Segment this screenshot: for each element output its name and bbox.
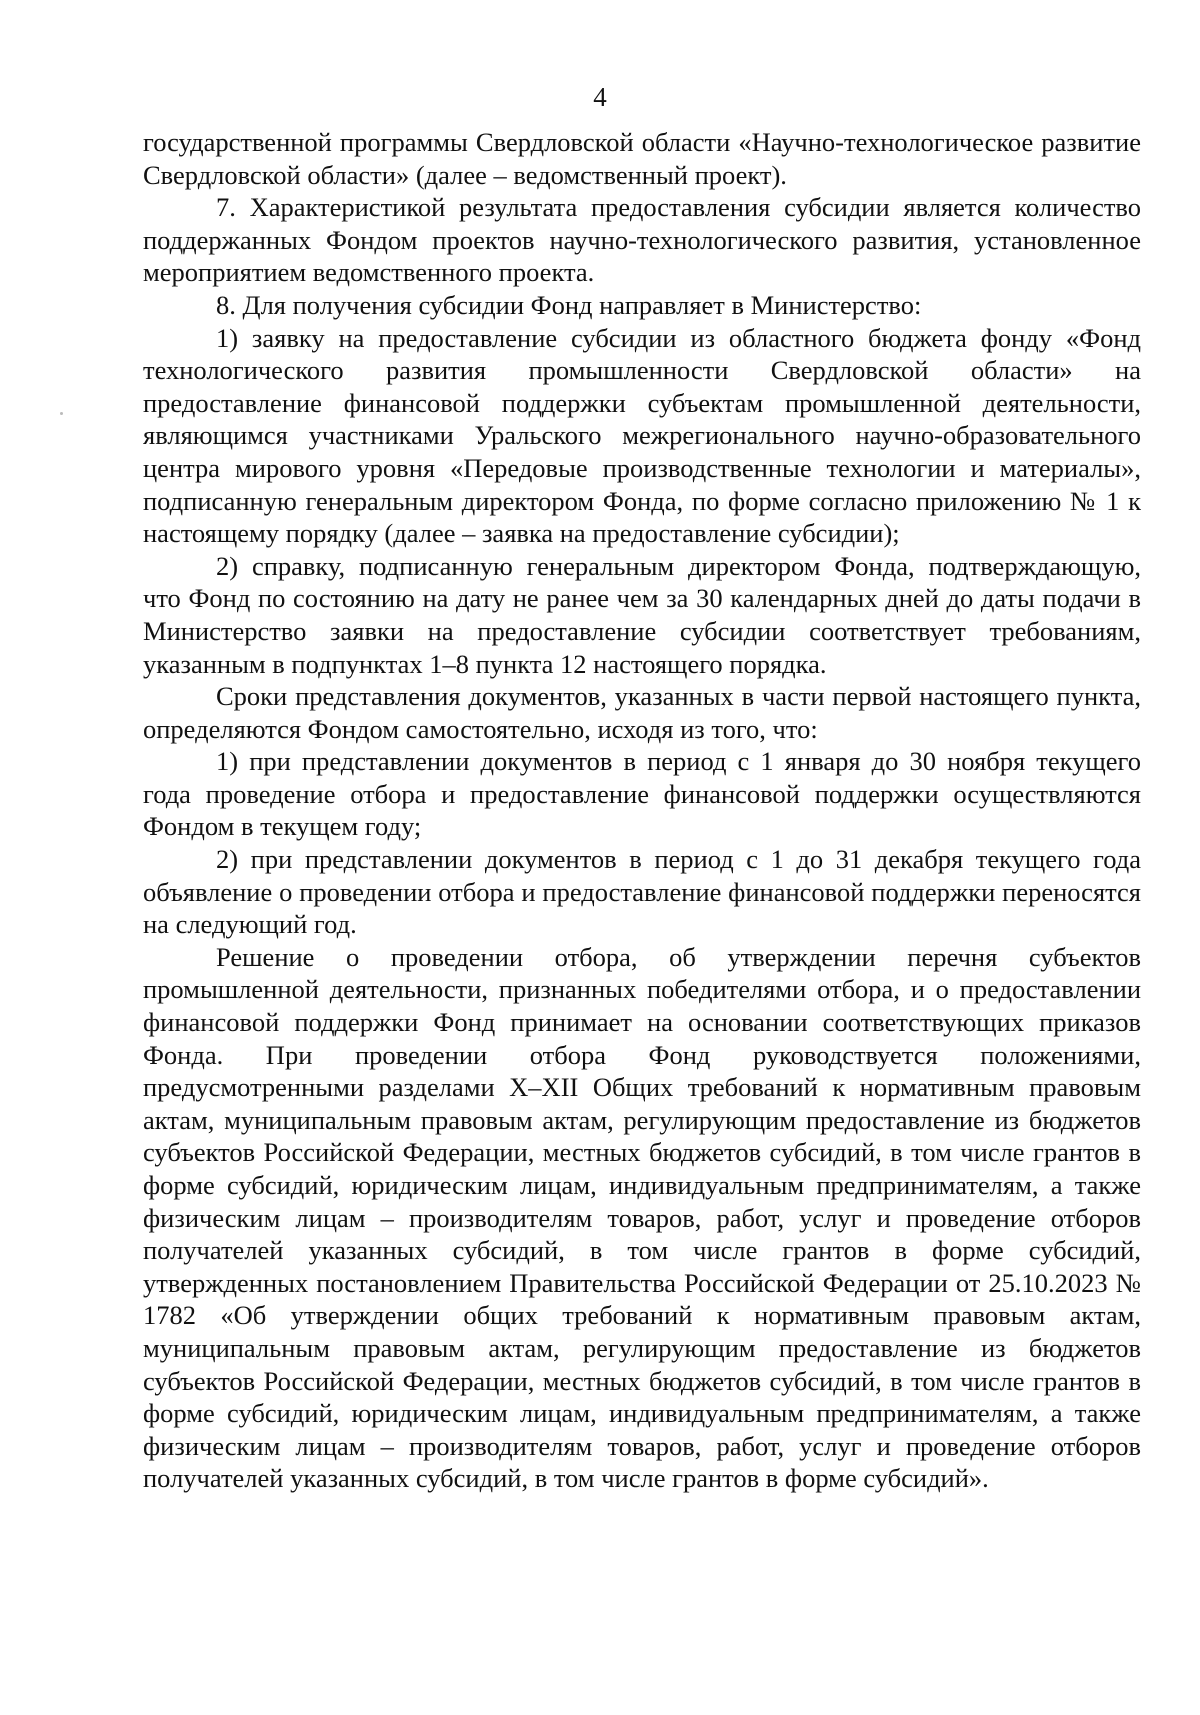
paragraph-1: государственной программы Свердловской области «Научно-технологическое развитие Свердловской области» (далее – ведомственный проект). [143, 127, 1141, 190]
paragraph-6: Сроки представления документов, указанных в части первой настоящего пункта, определяются Фондом самостоятельно, исходя из того, что: [143, 681, 1141, 744]
paragraph-8: 2) при представлении документов в период с 1 до 31 декабря текущего года объявление о проведении отбора и предоставление финансовой поддержки переносятся на следующий год. [143, 844, 1141, 940]
paragraph-5: 2) справку, подписанную генеральным директором Фонда, подтверждающую, что Фонд по состоянию на дату не ранее чем за 30 календарных дней до даты подачи в Министерство заявки на предоставление субсидии соответствует требованиям, указанным в подпунктах 1–8 пункта 12 настоящего порядка. [143, 550, 1141, 679]
paragraph-9: Решение о проведении отбора, об утверждении перечня субъектов промышленной деятельности, признанных победителями отбора, и о предоставлении финансовой поддержки Фонд принимает на основании соответствующих приказов Фонда. При проведении отбора Фонд руководствуется положениями, предусмотренными разделами X–XII Общих требований к нормативным правовым актам, муниципальным правовым актам, регулирующим предоставление из бюджетов субъектов Российской Федерации, местных бюджетов субсидий, в том числе грантов в форме субсидий, юридическим лицам, индивидуальным предпринимателям, а также физическим лицам – производителям товаров, работ, услуг и проведение отборов получателей указанных субсидий, в том числе грантов в форме субсидий, утвержденных постановлением Правительства Российской Федерации от 25.10.2023 № 1782 «Об утверждении общих требований к нормативным правовым актам, муниципальным правовым актам, регулирующим предоставление из бюджетов субъектов Российской Федерации, местных бюджетов субсидий, в том числе грантов в форме субсидий, юридическим лицам, индивидуальным предпринимателям, а также физическим лицам – производителям товаров, работ, услуг и проведение отборов получателей указанных субсидий, в том числе грантов в форме субсидий». [143, 941, 1141, 1494]
paragraph-7: 1) при представлении документов в период с 1 января до 30 ноября текущего года проведение отбора и предоставление финансовой поддержки осуществляются Фондом в текущем году; [143, 746, 1141, 842]
paragraph-2: 7. Характеристикой результата предоставления субсидии является количество поддержанных Фондом проектов научно-технологического развития, установленное мероприятием ведомственного проекта. [143, 192, 1141, 288]
paragraph-3: 8. Для получения субсидии Фонд направляет в Министерство: [216, 289, 922, 320]
paragraph-4: 1) заявку на предоставление субсидии из областного бюджета фонду «Фонд технологического развития промышленности Свердловской области» на предоставление финансовой поддержки субъектам промышленной деятельности, являющимся участниками Уральского межрегионального научно-образовательного центра мирового уровня «Передовые производственные технологии и материалы», подписанную генеральным директором Фонда, по форме согласно приложению № 1 к настоящему порядку (далее – заявка на предоставление субсидии); [143, 322, 1141, 549]
page-number: 4 [593, 82, 607, 112]
scan-artifact [60, 412, 63, 415]
document-body [143, 126, 1141, 1495]
